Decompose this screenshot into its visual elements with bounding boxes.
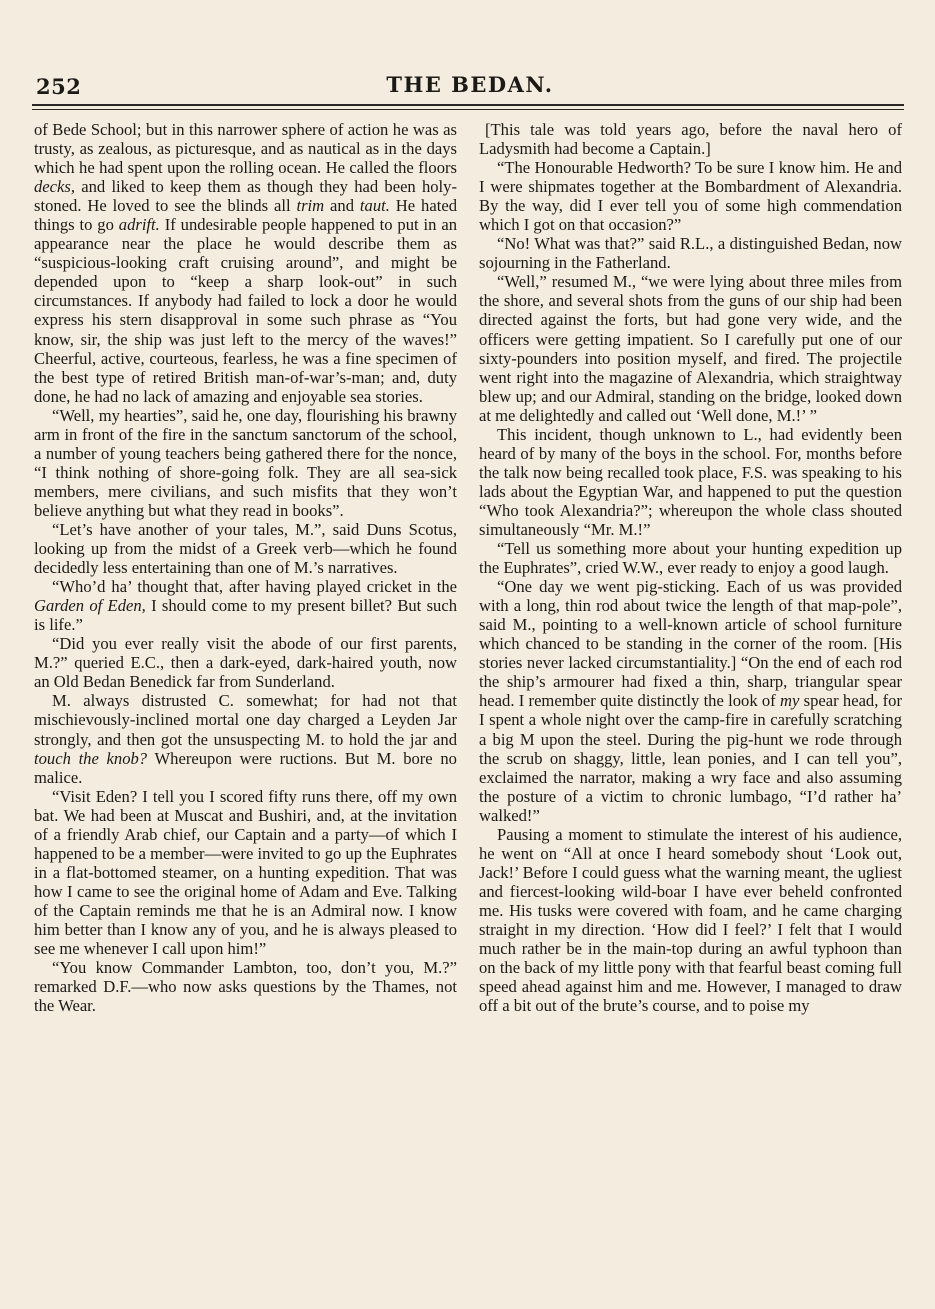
paragraph: “No! What was that?” said R.L., a distinguished Bedan, now sojourning in the Fatherland. bbox=[479, 234, 902, 273]
paragraph: “Who’d ha’ thought that, after having played cricket in the Garden of Eden, I should come to my present billet? But such is life.” bbox=[34, 577, 457, 635]
paragraph: “Did you ever really visit the abode of our first parents, M.?” queried E.C., then a dark-eyed, dark-haired youth, now an Old Bedan Benedick far from Sunderland. bbox=[34, 634, 457, 692]
paragraph: [This tale was told years ago, before the naval hero of Ladysmith had become a Captain.] bbox=[479, 120, 902, 159]
paragraph: “One day we went pig-sticking. Each of us was provided with a long, thin rod about twice the length of that map-pole”, said M., pointing to a well-known article of school furniture which chanced to be standing in the corner of the room. [His stories never lacked circumstantiality.] “On the end of each rod the ship’s armourer had fixed a thin, sharp, triangular spear head. I remember quite distinctly the look of my spear head, for I spent a whole night over the camp-fire in carefully scratching a big M upon the steel. During the pig-hunt we rode through the scrub on shaggy, little, lean ponies, and I can tell you”, exclaimed the narrator, making a wry face and also assuming the posture of a victim to chronic lumbago, “I’d rather ha’ walked!” bbox=[479, 577, 902, 825]
header-rule-thick bbox=[32, 104, 904, 106]
right-column bbox=[479, 120, 902, 1015]
paragraph: Pausing a moment to stimulate the interest of his audience, he went on “All at once I heard somebody shout ‘Look out, Jack!’ Before I could guess what the warning meant, the ugliest and fiercest-looking wild-boar I have ever beheld confronted me. His tusks were covered with foam, and he came charging straight in my direction. ‘How did I feel?’ I felt that I would much rather be in the main-top during an awful typhoon than on the back of my little pony with that fearful beast coming full speed ahead against him and me. However, I managed to draw off a bit out of the brute’s course, and to poise my bbox=[479, 824, 902, 1016]
page-header bbox=[36, 68, 904, 104]
page-number: 252 bbox=[36, 74, 82, 99]
paragraph: “Well, my hearties”, said he, one day, flourishing his brawny arm in front of the fire in the sanctum sanctorum of the school, a number of young teachers being gathered there for the nonce, “I think nothing of shore-going folk. They are all sea-sick members, mere civilians, and such misfits that they won’t believe anything but what they read in books”. bbox=[34, 405, 457, 520]
running-title: THE BEDAN. bbox=[386, 72, 554, 97]
header-rule-thin bbox=[32, 109, 904, 110]
paragraph: “You know Commander Lambton, too, don’t you, M.?” remarked D.F.—who now asks questions by the Thames, not the Wear. bbox=[34, 958, 457, 1016]
paragraph: “Visit Eden? I tell you I scored fifty runs there, off my own bat. We had been at Muscat and Bushiri, and, at the invitation of a friendly Arab chief, our Captain and a party—of which I happened to be a member—were invited to go up the Euphrates in a flat-bottomed steamer, on a hunting expedition. That was how I came to see the original home of Adam and Eve. Talking of the Captain reminds me that he is an Admiral now. I know him better than I know any of you, and he is always pleased to see me whenever I call upon him!” bbox=[34, 786, 458, 959]
paragraph: “Well,” resumed M., “we were lying about three miles from the shore, and several shots from the guns of our ship had been directed against the forts, but had gone very wide, and the officers were getting impatient. So I carefully put one of our sixty-pounders into position myself, and fired. The projectile went right into the magazine of Alexandria, which straightway blew up; and our Admiral, standing on the bridge, looked down at me delightedly and called out ‘Well done, M.!’ ” bbox=[479, 272, 902, 425]
paragraph: “The Honourable Hedworth? To be sure I know him. He and I were shipmates together at the Bombardment of Alexandria. By the way, did I ever tell you of some high commendation which I got on that occasion?” bbox=[479, 158, 902, 235]
paragraph: “Tell us something more about your hunting expedition up the Euphrates”, cried W.W., ever ready to enjoy a good laugh. bbox=[479, 539, 902, 578]
paragraph: This incident, though unknown to L., had evidently been heard of by many of the boys in the school. For, months before the talk now being recalled took place, F.S. was speaking to his lads about the Egyptian War, and happened to put the question “Who took Alexandria?”; whereupon the whole class shouted simultaneously “Mr. M.!” bbox=[479, 424, 902, 539]
paragraph: M. always distrusted C. somewhat; for had not that mischievously-inclined mortal one day charged a Leyden Jar strongly, and then got the unsuspecting M. to hold the jar and touch the knob? Whereupon were ructions. But M. bore no malice. bbox=[34, 691, 457, 787]
paragraph: of Bede School; but in this narrower sphere of action he was as trusty, as zealous, as picturesque, and as nautical as in the days which he had spent upon the rolling ocean. He called the floors decks, and liked to keep them as though they had been holy-stoned. He loved to see the blinds all trim and taut. He hated things to go adrift. If undesirable people happened to put in an appearance near the place he would describe them as “suspicious-looking craft cruising around”, and might be depended upon to “keep a sharp look-out” in such circumstances. If anybody had failed to lock a door he would express his stern disapproval in some such phrase as “You know, sir, the ship was just left to the mercy of the waves!” Cheerful, active, courteous, fearless, he was a fine specimen of the best type of retired British man-of-war’s-man; and, duty done, he had no lack of amazing and enjoyable sea stories. bbox=[34, 120, 458, 406]
paragraph: “Let’s have another of your tales, M.”, said Duns Scotus, looking up from the midst of a Greek verb—which he found decidedly less entertaining than one of M.’s narratives. bbox=[34, 519, 457, 578]
left-column bbox=[34, 120, 457, 1015]
